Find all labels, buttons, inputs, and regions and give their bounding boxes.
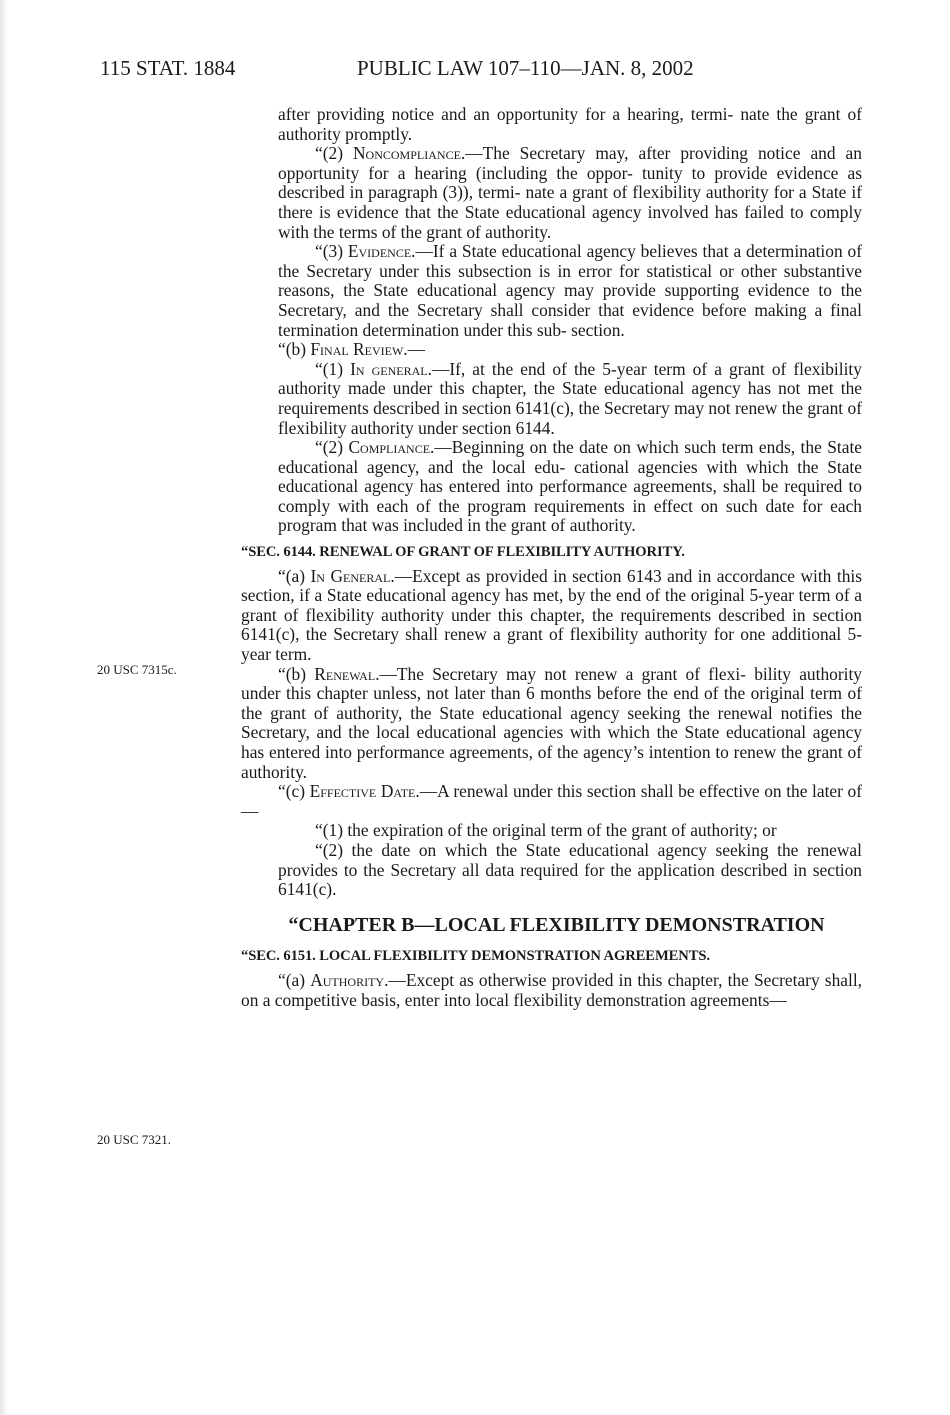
para-number: “(a) [278,565,311,586]
para-number: “(1) [315,358,351,379]
para-number: “(b) [278,663,315,684]
subsection-heading-final-review: Final Review [310,339,404,360]
paragraph-noncompliance [241,144,862,242]
page-header [0,56,950,86]
para-number: “(2) [315,437,349,458]
page-edge-shadow [0,0,8,1415]
paragraph-text: .—The Secretary may, after providing notice and an opportunity for a hearing (including the oppor- tunity to provide evidence as described in paragraph (3)), termi- nate a grant of flexibility authority for a State if there is evidence that the State educational agency involved has failed to comply with the terms of the grant of authority. [278,143,862,242]
paragraph-in-general-final-review [241,360,862,438]
paragraph-heading-evidence: Evidence [347,241,412,262]
subsection-in-general-renewal [241,567,862,665]
paragraph-text: .—If, at the end of the 5-year term of a grant of flexibility authority made under this chapter, the State educational agency has not met the requirements described in section 6141(c), the Secretary may not renew the grant of flexibility authority under section 6144. [278,358,862,438]
margin-note-usc-7315c: 20 USC 7315c. [97,662,177,677]
subsection-heading-authority: Authority [310,969,385,990]
subsection-effective-date [241,782,862,821]
running-head: PUBLIC LAW 107–110—JAN. 8, 2002 [357,56,694,80]
para-number: “(2) [315,143,353,164]
paragraph-text: .—A renewal under this section shall be effective on the later of— [241,781,863,821]
para-number: “(b) [278,339,311,360]
body-text [241,105,862,1010]
para-number: “(a) [278,969,311,990]
subsection-heading-in-general: In General [310,565,391,586]
paragraph-text: .—Except as otherwise provided in this chapter, the Secretary shall, on a competitive basis, enter into local flexibility demonstration agreements— [241,969,862,1010]
subsection-heading-renewal: Renewal [314,663,376,684]
paragraph-heading-in-general: In general [350,358,428,379]
subsection-authority [241,971,862,1010]
paragraph-data-provided: “(2) the date on which the State educational agency seeking the renewal provides to the Secretary all data required for the application described in section 6141(c). [278,839,862,900]
paragraph-heading-noncompliance: Noncompliance [353,143,461,164]
subsection-renewal [241,665,862,783]
subsection-heading-effective-date: Effective Date [309,781,416,802]
paragraph-compliance [241,438,862,536]
paragraph-text: .—Beginning on the date on which such term ends, the State educational agency, and the local edu- cational agencies with which the State educational agency has entered into performance agreements, shall be required to comply with each of the program requirements in effect on such date for each program that was included in the grant of authority. [278,437,862,536]
paragraph-heading-compliance: Compliance [348,437,431,458]
margin-note-usc-7321: 20 USC 7321. [97,1132,172,1147]
paragraph-text: .—If a State educational agency believes that a determination of the Secretary under this subsection is in error for statistical or other substantive reasons, the State educational agency may provide supporting evidence to the Secretary, and the Secretary shall consider that evidence before making a final termination determination under this sub- section. [278,241,862,340]
paragraph-text: .—The Secretary may not renew a grant of flexi- bility authority under this chapter unless, not later than 6 months before the end of the original term of the grant of authority, the State educational agency seeking the renewal notifies the Secretary, and the local educational agencies with which the State educational agency has entered into performance agreements, of the agency’s intention to renew the grant of authority. [241,663,862,782]
para-number: “(3) [315,241,348,262]
paragraph-text: .— [403,339,426,360]
para-number: “(c) [278,781,310,802]
section-heading-6151: “SEC. 6151. LOCAL FLEXIBILITY DEMONSTRATION AGREEMENTS. [241,948,710,965]
page-folio: 115 STAT. 1884 [100,56,236,80]
paragraph-expiration: “(1) the expiration of the original term of the grant of authority; or [315,820,777,841]
paragraph-evidence [241,242,862,340]
paragraph-text: .—Except as provided in section 6143 and in accordance with this section, if a State educational agency has met, by the end of the original 5-year term of a grant of flexibility authority under this chapter, the requirements described in section 6141(c), the Secretary shall renew a grant of flexibility authority for one additional 5-year term. [241,565,862,665]
subsection-final-review [241,340,862,360]
section-heading-6144: “SEC. 6144. RENEWAL OF GRANT OF FLEXIBILITY AUTHORITY. [241,544,685,561]
chapter-heading-b: “CHAPTER B—LOCAL FLEXIBILITY DEMONSTRATION [288,913,825,936]
paragraph-termination-continued: after providing notice and an opportunity for a hearing, termi- nate the grant of authority promptly. [278,104,862,144]
